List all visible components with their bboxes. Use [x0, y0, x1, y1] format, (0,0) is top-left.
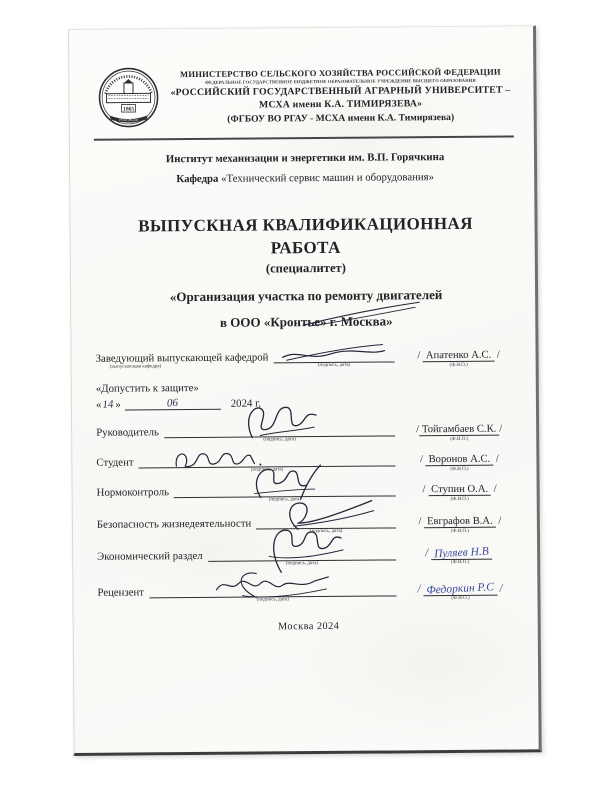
department-name: «Технический сервис машин и оборудования»: [221, 171, 435, 185]
row-label: Студент: [96, 456, 134, 470]
quote-close: »: [115, 399, 121, 412]
fio-caption: (Ф.И.О.): [449, 363, 468, 369]
fio-caption: (Ф.И.О.): [450, 437, 469, 443]
signature-date-caption: (подпись, дата): [317, 363, 351, 369]
work-title-line1: ВЫПУСКНАЯ КВАЛИФИКАЦИОННАЯ: [138, 213, 473, 236]
admit-to-defense-line: «Допустить к защите»: [95, 382, 199, 396]
row-economics: [97, 544, 519, 567]
fio-caption: (Ф.И.О.): [451, 596, 470, 602]
work-subtitle: (специалитет): [265, 260, 346, 276]
signature-date-caption: (подпись, дата): [256, 597, 289, 604]
row-reviewer: [97, 580, 519, 604]
row-label: Нормоконтроль: [96, 486, 170, 500]
university-seal-logo: [97, 65, 162, 132]
row-name: / Пуляев Н.В (Ф.И.О.): [401, 547, 519, 561]
city-year-footer: Москва 2024: [278, 621, 340, 633]
seal-icon: [97, 65, 162, 132]
topic-line2: в ООО «Кронтье» г. Москва»: [219, 313, 393, 330]
seal-year: 1865: [123, 106, 135, 113]
quote-open: «: [95, 399, 102, 412]
signature-line: [164, 421, 395, 443]
seal-banner: РГАУ-МСХА: [119, 117, 139, 123]
signature-line: [273, 347, 394, 369]
university-header: [93, 62, 516, 131]
signature-date-caption: (подпись, дата): [309, 529, 343, 535]
handwritten-name: Пуляев Н.В: [434, 545, 490, 561]
signature-date-caption: (подпись, дата): [285, 561, 319, 567]
row-name: / Воронов А.С. / (Ф.И.О.): [419, 454, 499, 473]
handwritten-month: 06: [166, 397, 179, 410]
signature-line: [208, 545, 397, 567]
row-supervisor: [96, 420, 518, 443]
work-title-line2: РАБОТА: [270, 237, 341, 258]
university-name-line2: МСХА имени К.А. ТИМИРЯЗЕВА»: [258, 98, 423, 111]
row-name: / Федоркин Р.С / (Ф.И.О.): [417, 581, 504, 602]
header-divider: [94, 136, 514, 141]
row-label: Руководитель: [96, 426, 159, 440]
signature-date-caption: (подпись, дата): [250, 467, 284, 474]
signature-line: [149, 581, 397, 604]
department-label: Кафедра: [176, 172, 219, 186]
month-underline: [125, 397, 221, 411]
handwritten-day: 14: [102, 398, 115, 412]
row-label: Заведующий выпускающей кафедрой (выпускающая кафедра): [95, 351, 269, 371]
row-label: Экономический раздел: [97, 550, 203, 564]
ministry-line: МИНИСТЕРСТВО СЕЛЬСКОГО ХОЗЯЙСТВА РОССИЙСКОЙ ФЕДЕРАЦИИ: [179, 66, 501, 80]
signature-date-caption: (подпись, дата): [263, 437, 296, 443]
fio-caption: (Ф.И.О.): [450, 529, 470, 535]
signature-supervisor: [234, 401, 324, 442]
signature-date-caption: (подпись, дата): [268, 497, 302, 503]
row-label: Рецензент: [97, 586, 145, 600]
institute-line: Институт механизации и энергетики им. В.П. Горячкина: [165, 151, 445, 166]
fio-caption: (Ф.И.О.): [450, 467, 469, 473]
year-text: 2024 г.: [230, 397, 262, 411]
row-name: / Евграфов В.А. / (Ф.И.О.): [418, 516, 502, 535]
university-name-line1: «РОССИЙСКИЙ ГОСУДАРСТВЕННЫЙ АГРАРНЫЙ УНИВЕРСИТЕТ –: [170, 84, 511, 99]
work-title: [94, 212, 516, 261]
fio-caption: (Ф.И.О.): [451, 560, 470, 566]
fio-caption: (Ф.И.О.): [450, 497, 469, 503]
row-name: / Апатенко А.С. / (Ф.И.О.): [417, 350, 500, 369]
header-text-block: [165, 62, 515, 127]
issuing-department-caption: (выпускающая кафедра): [109, 364, 162, 371]
row-head-of-department: [95, 346, 518, 371]
university-abbrev-line: (ФГБОУ ВО РГАУ - МСХА имени К.А. Тимирязева): [227, 111, 455, 125]
department-line: [94, 170, 516, 185]
row-name: / Тойгамбаев С.К. / (Ф.И.О.): [416, 424, 503, 443]
topic-line1: «Организация участка по ремонту двигателей: [169, 286, 443, 305]
row-name: / Ступин О.А. / (Ф.И.О.): [422, 484, 497, 503]
fgbou-line: ФЕДЕРАЛЬНОЕ ГОСУДАРСТВЕННОЕ БЮДЖЕТНОЕ ОБРАЗОВАТЕЛЬНОЕ УЧРЕЖДЕНИЕ ВЫСШЕГО ОБРАЗОВАНИЯ: [204, 77, 476, 85]
handwritten-name: Федоркин Р.С: [426, 581, 495, 598]
scanned-page: [68, 25, 542, 756]
row-label: Безопасность жизнедеятельности: [96, 518, 252, 532]
topic-line2-wrap: [95, 314, 517, 332]
